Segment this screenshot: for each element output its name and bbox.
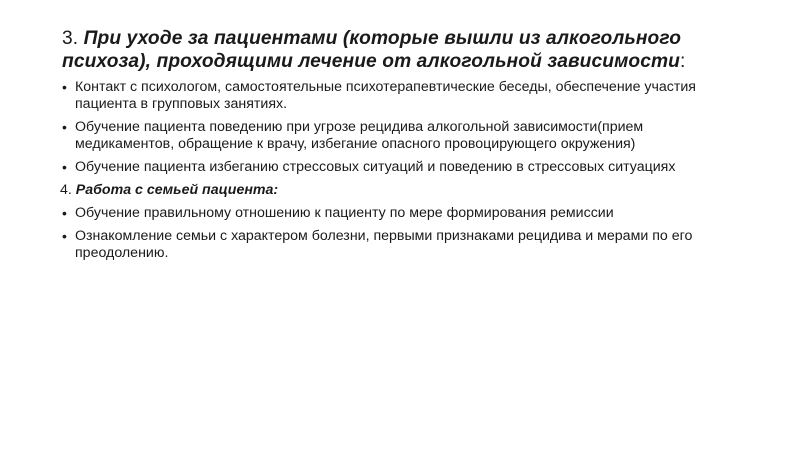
list-item: [62, 228, 740, 262]
list-item-text: Обучение правильному отношению к пациенту по мере формирования ремиссии: [75, 205, 614, 221]
section-4-heading: Работа с семьей пациента:: [75, 182, 279, 198]
list-item: [62, 205, 740, 222]
section-4-number: 4.: [60, 182, 76, 198]
list-item-text: Обучение пациента поведению при угрозе рецидива алкогольной зависимости(прием медикаментов, обращение к врачу, избегание опасного провоцирующего окружения): [75, 119, 644, 152]
list-item-text: Ознакомление семьи с характером болезни, первыми признаками рецидива и мерами по его преодолению.: [75, 228, 693, 261]
section-3-list: [62, 79, 740, 176]
bullet-icon: •: [62, 159, 67, 175]
bullet-icon: •: [62, 205, 67, 221]
section-3-title: [62, 27, 740, 73]
section-4-title: [60, 182, 740, 199]
list-item-text: Обучение пациента избеганию стрессовых ситуаций и поведению в стрессовых ситуациях: [75, 159, 676, 175]
list-item: [62, 119, 740, 153]
list-item: [62, 79, 740, 113]
section-3-colon: :: [679, 51, 686, 72]
list-item-text: Контакт с психологом, самостоятельные психотерапевтические беседы, обеспечение участия пациента в групповых занятиях.: [75, 79, 696, 112]
list-item: [62, 159, 740, 176]
section-4-list: [62, 205, 740, 262]
bullet-icon: •: [62, 119, 67, 135]
bullet-icon: •: [62, 228, 67, 244]
bullet-icon: •: [62, 79, 67, 95]
section-3-number: 3.: [62, 28, 84, 49]
section-3-heading: При уходе за пациентами (которые вышли из алкогольного психоза), проходящими лечение от алкогольной зависимости: [62, 28, 682, 72]
